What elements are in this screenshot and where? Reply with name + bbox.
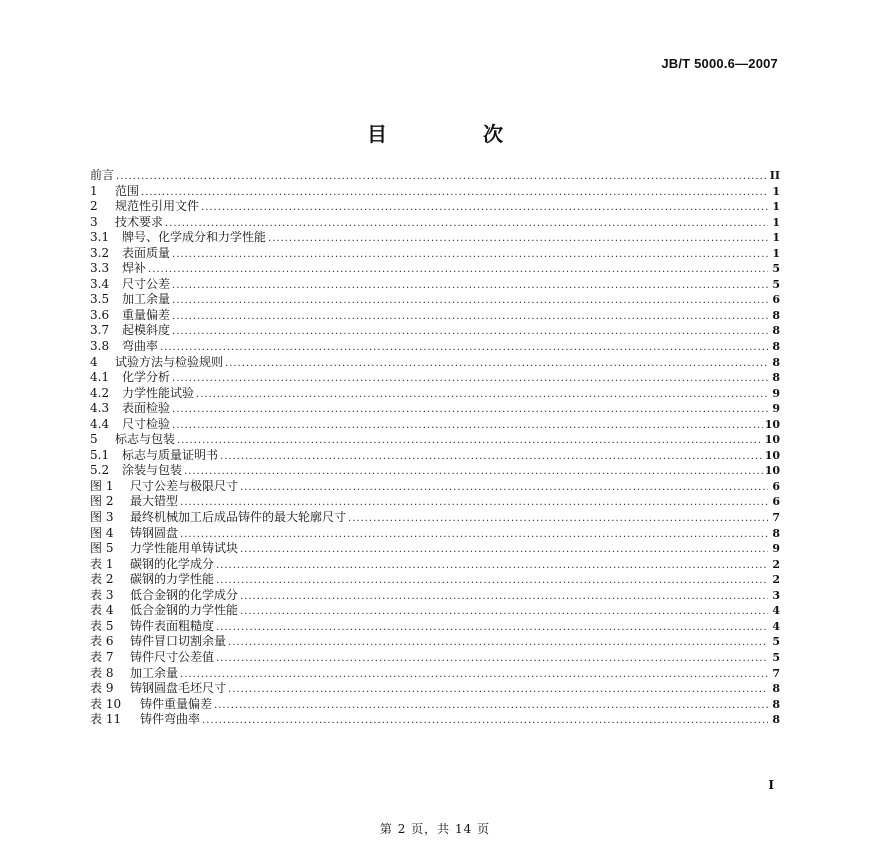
toc-entry[interactable] (90, 588, 780, 604)
toc-entry-label: 牌号、化学成分和力学性能 (122, 230, 267, 245)
dot-leader (172, 418, 763, 434)
dot-leader (172, 247, 768, 263)
toc-entry[interactable] (90, 432, 780, 448)
toc-entry-label: 加工余量 (122, 292, 171, 307)
toc-entry-number: 3.6 (90, 307, 110, 322)
toc-entry-page: 4 (772, 619, 780, 633)
toc-entry-page: 1 (772, 215, 780, 229)
toc-entry-page: 9 (772, 402, 780, 416)
toc-entry-number: 3.2 (90, 245, 110, 260)
toc-entry-page: 7 (772, 511, 780, 525)
toc-entry-label: 最大错型 (130, 494, 179, 509)
toc-entry-label: 铸钢圆盘毛坯尺寸 (130, 681, 227, 696)
toc-entry[interactable] (90, 339, 780, 355)
toc-entry-number: 表 5 (90, 618, 114, 633)
toc-entry[interactable] (90, 386, 780, 402)
toc-entry-number: 图 1 (90, 478, 114, 493)
dot-leader (180, 667, 768, 683)
toc-entry-label: 最终机械加工后成品铸件的最大轮廓尺寸 (130, 510, 347, 525)
toc-entry-label: 铸件弯曲率 (140, 712, 201, 727)
toc-entry[interactable] (90, 697, 780, 713)
toc-entry[interactable] (90, 261, 780, 277)
dot-leader (240, 589, 768, 605)
toc-entry[interactable] (90, 634, 780, 650)
toc-entry-page: 7 (772, 666, 780, 680)
toc-entry-page: 10 (764, 433, 780, 447)
toc-entry-page: 8 (772, 308, 780, 322)
dot-leader (240, 604, 768, 620)
toc-entry[interactable] (90, 557, 780, 573)
toc-entry-label: 起模斜度 (122, 323, 171, 338)
toc-entry[interactable] (90, 712, 780, 728)
toc-entry[interactable] (90, 510, 780, 526)
toc-entry-label: 碳钢的化学成分 (130, 556, 215, 571)
toc-entry-number: 表 3 (90, 587, 114, 602)
toc-entry-page: 1 (772, 246, 780, 260)
toc-entry[interactable] (90, 168, 780, 184)
toc-entry-number: 图 3 (90, 510, 114, 525)
toc-entry-label: 重量偏差 (122, 307, 171, 322)
dot-leader (225, 356, 768, 372)
dot-leader (172, 293, 768, 309)
toc-entry-number: 3.1 (90, 230, 110, 245)
toc-entry[interactable] (90, 526, 780, 542)
dot-leader (180, 527, 768, 543)
toc-entry-number: 3 (90, 214, 98, 229)
toc-entry-number: 5.2 (90, 463, 110, 478)
toc-entry-page: 8 (772, 682, 780, 696)
toc-entry-page: 8 (772, 324, 780, 338)
toc-entry-number: 表 1 (90, 556, 114, 571)
toc-entry[interactable] (90, 370, 780, 386)
dot-leader (116, 169, 768, 185)
toc-entry[interactable] (90, 448, 780, 464)
toc-entry-number: 图 2 (90, 494, 114, 509)
dot-leader (220, 449, 763, 465)
toc-entry-page: 5 (772, 650, 780, 664)
toc-entry-number: 4 (90, 354, 98, 369)
toc-entry[interactable] (90, 479, 780, 495)
toc-entry-number: 表 6 (90, 634, 114, 649)
toc-entry-number: 图 4 (90, 525, 114, 540)
page-title: 目 次 (367, 122, 541, 146)
toc-entry-page: 1 (772, 184, 780, 198)
toc-entry[interactable] (90, 619, 780, 635)
toc-entry-label: 铸钢圆盘 (130, 525, 179, 540)
toc-entry-page: 5 (772, 635, 780, 649)
standard-code: JB/T 5000.6—2007 (661, 56, 778, 71)
toc-entry-label: 尺寸公差与极限尺寸 (130, 478, 239, 493)
toc-entry-label: 尺寸检验 (122, 416, 171, 431)
toc-entry-label: 前言 (90, 168, 115, 182)
toc-entry-page: 6 (772, 495, 780, 509)
toc-entry-page: 6 (772, 479, 780, 493)
toc-entry-label: 弯曲率 (122, 339, 159, 354)
dot-leader (172, 402, 768, 418)
toc-entry-label: 铸件尺寸公差值 (130, 649, 215, 664)
dot-leader (202, 713, 768, 729)
toc-entry-label: 铸件表面粗糙度 (130, 618, 215, 633)
dot-leader (172, 278, 768, 294)
toc-entry-page: 5 (772, 262, 780, 276)
dot-leader (180, 495, 768, 511)
dot-leader (240, 480, 768, 496)
toc-entry-number: 3.5 (90, 292, 110, 307)
dot-leader (172, 324, 768, 340)
toc-entry-page: 3 (772, 588, 780, 602)
toc-entry-page: 2 (772, 573, 780, 587)
toc-entry-page: 1 (772, 200, 780, 214)
toc-entry-page: 8 (772, 713, 780, 727)
toc-entry-label: 化学分析 (122, 370, 171, 385)
dot-leader (216, 558, 768, 574)
toc-entry-label: 规范性引用文件 (115, 199, 200, 214)
dot-leader (160, 340, 768, 356)
dot-leader (228, 682, 768, 698)
toc-entry-page: 8 (772, 340, 780, 354)
toc-entry[interactable] (90, 323, 780, 339)
dot-leader (196, 387, 768, 403)
toc-entry-page: II (769, 169, 780, 182)
toc-entry[interactable] (90, 215, 780, 231)
dot-leader (148, 262, 768, 278)
toc-entry[interactable] (90, 308, 780, 324)
toc-entry-number: 表 2 (90, 572, 114, 587)
toc-entry[interactable] (90, 277, 780, 293)
toc-entry-page: 9 (772, 542, 780, 556)
toc-entry-page: 2 (772, 557, 780, 571)
toc-entry-label: 范围 (115, 183, 140, 198)
toc-entry[interactable] (90, 417, 780, 433)
dot-leader (228, 635, 768, 651)
toc-entry-number: 表 9 (90, 681, 114, 696)
toc-entry-number: 4.2 (90, 385, 110, 400)
toc-entry-number: 图 5 (90, 541, 114, 556)
toc-entry-page: 4 (772, 604, 780, 618)
dot-leader (165, 216, 768, 232)
toc-entry-number: 1 (90, 183, 98, 198)
toc-entry[interactable] (90, 463, 780, 479)
toc-entry[interactable] (90, 355, 780, 371)
toc-entry-number: 3.4 (90, 276, 110, 291)
dot-leader (240, 542, 768, 558)
toc-entry-page: 10 (764, 448, 780, 462)
toc-entry-label: 铸件冒口切割余量 (130, 634, 227, 649)
toc-entry[interactable] (90, 681, 780, 697)
dot-leader (172, 371, 768, 387)
toc-entry-label: 尺寸公差 (122, 276, 171, 291)
roman-page-number: I (768, 778, 774, 792)
toc-entry-page: 5 (772, 277, 780, 291)
toc-entry-number: 3.3 (90, 261, 110, 276)
toc-entry-number: 表 11 (90, 712, 122, 727)
dot-leader (268, 231, 768, 247)
toc-entry-number: 表 4 (90, 603, 114, 618)
toc-entry-page: 10 (764, 464, 780, 478)
dot-leader (216, 573, 768, 589)
toc-entry-label: 低合金钢的力学性能 (130, 603, 239, 618)
toc-entry[interactable] (90, 292, 780, 308)
toc-entry-number: 4.4 (90, 416, 110, 431)
toc-entry[interactable] (90, 184, 780, 200)
toc-entry-number: 3.8 (90, 339, 110, 354)
toc-entry-label: 表面质量 (122, 245, 171, 260)
toc-entry[interactable] (90, 494, 780, 510)
toc-entry[interactable] (90, 199, 780, 215)
toc-entry-label: 技术要求 (115, 214, 164, 229)
toc-entry[interactable] (90, 603, 780, 619)
toc-entry-number: 2 (90, 199, 98, 214)
toc-entry-page: 8 (772, 697, 780, 711)
toc-entry-number: 3.7 (90, 323, 110, 338)
toc-entry-number: 5 (90, 432, 98, 447)
toc-entry-number: 表 8 (90, 665, 114, 680)
table-of-contents (90, 168, 780, 728)
toc-entry[interactable] (90, 230, 780, 246)
toc-entry-page: 6 (772, 293, 780, 307)
dot-leader (216, 620, 768, 636)
dot-leader (201, 200, 768, 216)
toc-entry-number: 5.1 (90, 447, 110, 462)
toc-entry[interactable] (90, 246, 780, 262)
toc-entry-label: 表面检验 (122, 401, 171, 416)
dot-leader (214, 698, 768, 714)
toc-entry-page: 8 (772, 371, 780, 385)
toc-entry-label: 焊补 (122, 261, 147, 276)
toc-entry-label: 低合金钢的化学成分 (130, 587, 239, 602)
toc-entry[interactable] (90, 572, 780, 588)
toc-entry-number: 表 10 (90, 696, 122, 711)
toc-entry-label: 铸件重量偏差 (140, 696, 213, 711)
toc-entry-number: 表 7 (90, 649, 114, 664)
dot-leader (172, 309, 768, 325)
toc-entry-label: 碳钢的力学性能 (130, 572, 215, 587)
toc-entry-label: 力学性能试验 (122, 385, 195, 400)
toc-entry-label: 标志与质量证明书 (122, 447, 219, 462)
toc-entry[interactable] (90, 650, 780, 666)
dot-leader (216, 651, 768, 667)
toc-entry[interactable] (90, 666, 780, 682)
toc-entry[interactable] (90, 541, 780, 557)
dot-leader (184, 464, 763, 480)
toc-entry-page: 8 (772, 355, 780, 369)
toc-entry-page: 1 (772, 231, 780, 245)
toc-entry-number: 4.3 (90, 401, 110, 416)
toc-entry-label: 涂装与包装 (122, 463, 183, 478)
toc-entry-page: 10 (764, 417, 780, 431)
toc-entry-label: 标志与包装 (115, 432, 176, 447)
toc-entry-number: 4.1 (90, 370, 110, 385)
dot-leader (177, 433, 763, 449)
page-counter: 第 2 页，共 14 页 (379, 822, 491, 836)
dot-leader (348, 511, 768, 527)
toc-entry-label: 力学性能用单铸试块 (130, 541, 239, 556)
toc-entry-page: 9 (772, 386, 780, 400)
toc-entry-label: 试验方法与检验规则 (115, 354, 224, 369)
toc-entry-page: 8 (772, 526, 780, 540)
toc-entry[interactable] (90, 401, 780, 417)
dot-leader (141, 185, 768, 201)
toc-entry-label: 加工余量 (130, 665, 179, 680)
